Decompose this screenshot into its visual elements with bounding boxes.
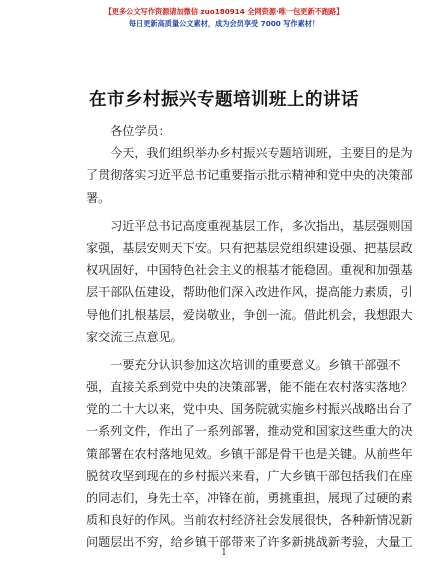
text-line: 家交流三点意见。: [86, 329, 183, 344]
text-line: 署。: [86, 190, 111, 205]
text-line: 层干部队伍建设，帮助他们深入改进作风，提高能力素质，引: [86, 285, 413, 300]
text-line: 质和良好的作风。当前农村经济社会发展很快，各种新情况新: [86, 513, 413, 528]
text-line: 习近平总书记高度重视基层工作，多次指出，基层强则国: [86, 218, 413, 233]
text-line: 各位学员：: [86, 124, 171, 138]
text-line: 的同志们，身先士卒，冲锋在前，勇挑重担，展现了过硬的素: [86, 491, 413, 505]
text-line: 策部署在农村落地见效。乡镇干部是骨干也是关键。从前些年: [86, 446, 413, 461]
promo-banner-line-2: 每日更新高质量公文素材，成为会员享受 7000 写作素材！: [128, 19, 320, 28]
promo-banner-line-1: 【更多公文写作资源请加微信 zuo180914 全网资源·唯一包更新不跑路】: [104, 7, 344, 16]
text-line: 今天，我们组织举办乡村振兴专题培训班，主要目的是为: [86, 146, 413, 161]
text-line: 问题层出不穷，给乡镇干部带来了许多新挑战新考验，大量工: [86, 535, 413, 550]
text-line: 党的二十大以来，党中央、国务院就实施乡村振兴战略出台了: [86, 402, 413, 417]
text-line: 权巩固好，中国特色社会主义的根基才能稳固。重视和加强基: [86, 263, 413, 278]
page-number: 1: [221, 548, 227, 558]
paragraph: [86, 120, 368, 142]
text-line: 强，直接关系到党中央的决策部署，能不能在农村落实落地？: [86, 380, 413, 395]
paragraph: [86, 354, 413, 554]
document-title: 在市乡村振兴专题培训班上的讲话: [89, 90, 359, 110]
text-line: 导他们扎根基层，爱岗敬业，争创一流。借此机会，我想跟大: [86, 307, 413, 322]
promo-banner: [0, 6, 448, 30]
document-body: [86, 120, 413, 554]
paragraph: [86, 215, 413, 348]
text-line: 脱贫攻坚到现在的乡村振兴来看，广大乡镇干部包括我们在座: [86, 468, 413, 483]
paragraph: [86, 142, 413, 209]
text-line: 家强，基层安则天下安。只有把基层党组织建设强、把基层政: [86, 240, 413, 255]
text-line: 一系列文件，作出了一系列部署，推动党和国家这些重大的决: [86, 424, 413, 439]
text-line: 了贯彻落实习近平总书记重要指示批示精神和党中央的决策部: [86, 168, 413, 183]
text-line: 一要充分认识参加这次培训的重要意义。乡镇干部强不: [86, 357, 401, 372]
